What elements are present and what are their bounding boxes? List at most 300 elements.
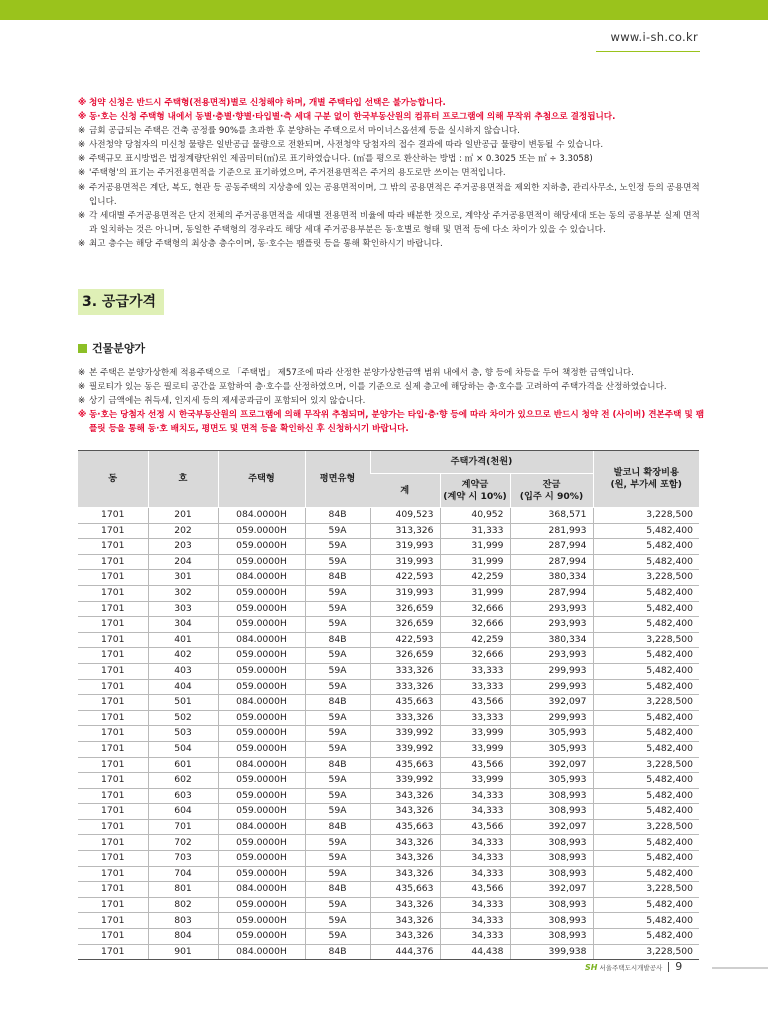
table-row	[78, 741, 699, 757]
cell-balance: 293,993	[510, 617, 593, 633]
cell-deposit: 34,333	[440, 866, 510, 882]
header-area-type: 평면유형	[305, 451, 370, 508]
note-item: ※ 동·호는 당첨자 선정 시 한국부동산원의 프로그램에 의해 무작위 추첨되며, 분양가는 타입·층·향 등에 따라 차이가 있으므로 반드시 청약 전 (사이버) 견본주택 및 팸플릿 등을 통해 동·호 배치도, 평면도 및 면적 등을 확인하신 후 신청하시기 바랍니다.	[78, 408, 708, 436]
cell-balance: 293,993	[510, 648, 593, 664]
cell-total: 326,659	[370, 648, 440, 664]
cell-area-type: 84B	[305, 757, 370, 773]
note-item: ※ 청약 신청은 반드시 주택형(전용면적)별로 신청해야 하며, 개별 주택타입 선택은 불가능합니다.	[78, 96, 704, 110]
cell-total: 343,326	[370, 929, 440, 945]
cell-total: 343,326	[370, 913, 440, 929]
cell-dong: 1701	[78, 726, 148, 742]
header-deposit: 계약금 (계약 시 10%)	[440, 474, 510, 508]
cell-deposit: 33,333	[440, 679, 510, 695]
cell-dong: 1701	[78, 523, 148, 539]
price-table	[78, 450, 699, 960]
cell-dong: 1701	[78, 601, 148, 617]
cell-area-type: 59A	[305, 710, 370, 726]
cell-area-type: 59A	[305, 804, 370, 820]
note-item: ※ 사전청약 당첨자의 미신청 물량은 일반공급 물량으로 전환되며, 사전청약 당첨자의 접수 결과에 따라 일반공급 물량이 변동될 수 있습니다.	[78, 138, 704, 152]
cell-balcony: 5,482,400	[593, 554, 699, 570]
cell-type: 084.0000H	[218, 695, 305, 711]
cell-deposit: 43,566	[440, 757, 510, 773]
cell-ho: 403	[148, 663, 218, 679]
header-type: 주택형	[218, 451, 305, 508]
cell-balance: 308,993	[510, 851, 593, 867]
cell-area-type: 84B	[305, 695, 370, 711]
table-row	[78, 585, 699, 601]
cell-type: 059.0000H	[218, 539, 305, 555]
cell-balance: 305,993	[510, 726, 593, 742]
cell-deposit: 34,333	[440, 913, 510, 929]
cell-balance: 368,571	[510, 508, 593, 524]
cell-area-type: 59A	[305, 741, 370, 757]
cell-deposit: 42,259	[440, 632, 510, 648]
cell-area-type: 59A	[305, 773, 370, 789]
cell-balance: 305,993	[510, 741, 593, 757]
cell-deposit: 43,566	[440, 695, 510, 711]
cell-area-type: 84B	[305, 570, 370, 586]
cell-ho: 502	[148, 710, 218, 726]
table-row	[78, 897, 699, 913]
footer-org: 서울주택도시개발공사	[599, 964, 663, 972]
cell-balance: 392,097	[510, 882, 593, 898]
cell-type: 059.0000H	[218, 804, 305, 820]
cell-area-type: 59A	[305, 679, 370, 695]
cell-type: 059.0000H	[218, 663, 305, 679]
note-item: ※ 필로티가 있는 동은 필로티 공간을 포함하여 층·호수를 산정하였으며, 이를 기준으로 실제 층고에 해당하는 층·호수를 고려하여 주택가격을 산정하였습니다.	[78, 380, 708, 394]
cell-ho: 603	[148, 788, 218, 804]
cell-balcony: 3,228,500	[593, 695, 699, 711]
cell-area-type: 59A	[305, 788, 370, 804]
cell-total: 343,326	[370, 851, 440, 867]
cell-total: 435,663	[370, 695, 440, 711]
cell-balcony: 5,482,400	[593, 866, 699, 882]
cell-deposit: 43,566	[440, 819, 510, 835]
cell-balance: 308,993	[510, 866, 593, 882]
subsection-title	[78, 340, 145, 356]
cell-total: 343,326	[370, 897, 440, 913]
cell-total: 333,326	[370, 663, 440, 679]
cell-ho: 801	[148, 882, 218, 898]
cell-balance: 287,994	[510, 585, 593, 601]
cell-type: 059.0000H	[218, 773, 305, 789]
cell-balance: 308,993	[510, 897, 593, 913]
cell-deposit: 32,666	[440, 617, 510, 633]
cell-ho: 401	[148, 632, 218, 648]
cell-dong: 1701	[78, 851, 148, 867]
cell-dong: 1701	[78, 866, 148, 882]
cell-ho: 901	[148, 944, 218, 960]
cell-balcony: 5,482,400	[593, 897, 699, 913]
header-total: 계	[370, 474, 440, 508]
table-row	[78, 835, 699, 851]
cell-deposit: 33,999	[440, 741, 510, 757]
cell-balcony: 5,482,400	[593, 741, 699, 757]
footer	[585, 960, 682, 973]
cell-balance: 380,334	[510, 632, 593, 648]
cell-balcony: 5,482,400	[593, 835, 699, 851]
cell-ho: 204	[148, 554, 218, 570]
cell-type: 059.0000H	[218, 788, 305, 804]
cell-ho: 804	[148, 929, 218, 945]
cell-type: 059.0000H	[218, 835, 305, 851]
table-row	[78, 804, 699, 820]
table-row	[78, 866, 699, 882]
cell-area-type: 84B	[305, 632, 370, 648]
cell-balcony: 3,228,500	[593, 819, 699, 835]
cell-type: 059.0000H	[218, 726, 305, 742]
cell-type: 059.0000H	[218, 554, 305, 570]
cell-ho: 702	[148, 835, 218, 851]
cell-area-type: 59A	[305, 929, 370, 945]
note-item: ※ '주택형'의 표기는 주거전용면적을 기준으로 표기하였으며, 주거전용면적은 주거의 용도로만 쓰이는 면적입니다.	[78, 166, 704, 180]
cell-balance: 380,334	[510, 570, 593, 586]
cell-total: 339,992	[370, 726, 440, 742]
cell-balcony: 3,228,500	[593, 757, 699, 773]
cell-balcony: 5,482,400	[593, 523, 699, 539]
cell-balcony: 5,482,400	[593, 788, 699, 804]
cell-dong: 1701	[78, 773, 148, 789]
cell-area-type: 59A	[305, 523, 370, 539]
cell-dong: 1701	[78, 585, 148, 601]
cell-balcony: 5,482,400	[593, 726, 699, 742]
cell-dong: 1701	[78, 539, 148, 555]
table-row	[78, 726, 699, 742]
cell-area-type: 59A	[305, 897, 370, 913]
table-row	[78, 508, 699, 524]
cell-balcony: 5,482,400	[593, 913, 699, 929]
cell-total: 313,326	[370, 523, 440, 539]
cell-dong: 1701	[78, 663, 148, 679]
cell-balcony: 5,482,400	[593, 929, 699, 945]
cell-balcony: 5,482,400	[593, 663, 699, 679]
table-row	[78, 929, 699, 945]
notes-price	[78, 366, 708, 436]
cell-dong: 1701	[78, 695, 148, 711]
section-title: 3. 공급가격	[78, 289, 164, 315]
cell-area-type: 59A	[305, 866, 370, 882]
table-row	[78, 648, 699, 664]
table-row	[78, 773, 699, 789]
cell-ho: 303	[148, 601, 218, 617]
cell-deposit: 34,333	[440, 929, 510, 945]
cell-dong: 1701	[78, 508, 148, 524]
cell-ho: 803	[148, 913, 218, 929]
square-bullet-icon	[78, 344, 87, 353]
cell-total: 343,326	[370, 835, 440, 851]
cell-type: 059.0000H	[218, 617, 305, 633]
cell-type: 059.0000H	[218, 601, 305, 617]
header-balance: 잔금 (입주 시 90%)	[510, 474, 593, 508]
cell-type: 059.0000H	[218, 851, 305, 867]
cell-dong: 1701	[78, 554, 148, 570]
cell-area-type: 84B	[305, 819, 370, 835]
cell-dong: 1701	[78, 617, 148, 633]
table-row	[78, 757, 699, 773]
cell-ho: 301	[148, 570, 218, 586]
cell-ho: 203	[148, 539, 218, 555]
cell-area-type: 59A	[305, 663, 370, 679]
cell-total: 409,523	[370, 508, 440, 524]
cell-balance: 299,993	[510, 710, 593, 726]
cell-balcony: 3,228,500	[593, 570, 699, 586]
note-item: ※ 본 주택은 분양가상한제 적용주택으로 「주택법」 제57조에 따라 산정한 분양가상한금액 범위 내에서 층, 향 등에 차등을 두어 책정한 금액입니다.	[78, 366, 708, 380]
cell-area-type: 59A	[305, 726, 370, 742]
note-item: ※ 주택규모 표시방법은 법정계량단위인 제곱미터(㎡)로 표기하였습니다. (㎡를 평으로 환산하는 방법 : ㎡ × 0.3025 또는 ㎡ ÷ 3.3058)	[78, 152, 704, 166]
cell-total: 435,663	[370, 882, 440, 898]
cell-deposit: 34,333	[440, 897, 510, 913]
header-balcony: 발코니 확장비용 (원, 부가세 포함)	[593, 451, 699, 508]
cell-balance: 308,993	[510, 913, 593, 929]
sh-logo-icon: SH	[585, 963, 598, 972]
cell-area-type: 84B	[305, 944, 370, 960]
note-item: ※ 주거공용면적은 계단, 복도, 현관 등 공동주택의 지상층에 있는 공용면적이며, 그 밖의 공용면적은 주거공용면적을 제외한 지하층, 관리사무소, 노인정 등의 공용면적입니다.	[78, 181, 704, 209]
cell-balcony: 3,228,500	[593, 508, 699, 524]
cell-balance: 305,993	[510, 773, 593, 789]
cell-total: 326,659	[370, 601, 440, 617]
cell-type: 084.0000H	[218, 882, 305, 898]
cell-deposit: 44,438	[440, 944, 510, 960]
cell-ho: 201	[148, 508, 218, 524]
cell-ho: 402	[148, 648, 218, 664]
table-row	[78, 523, 699, 539]
cell-total: 339,992	[370, 773, 440, 789]
cell-deposit: 32,666	[440, 601, 510, 617]
table-row	[78, 695, 699, 711]
cell-ho: 602	[148, 773, 218, 789]
table-row	[78, 944, 699, 960]
cell-balance: 392,097	[510, 819, 593, 835]
cell-dong: 1701	[78, 757, 148, 773]
cell-deposit: 34,333	[440, 804, 510, 820]
cell-type: 084.0000H	[218, 944, 305, 960]
cell-balance: 293,993	[510, 601, 593, 617]
cell-balcony: 5,482,400	[593, 648, 699, 664]
table-row	[78, 819, 699, 835]
cell-balcony: 5,482,400	[593, 679, 699, 695]
cell-deposit: 33,999	[440, 726, 510, 742]
table-row	[78, 617, 699, 633]
table-row	[78, 710, 699, 726]
cell-balcony: 5,482,400	[593, 585, 699, 601]
table-row	[78, 663, 699, 679]
cell-total: 319,993	[370, 585, 440, 601]
cell-balance: 308,993	[510, 788, 593, 804]
cell-balance: 308,993	[510, 804, 593, 820]
note-item: ※ 최고 층수는 해당 주택형의 최상층 층수이며, 동·호수는 팸플릿 등을 통해 확인하시기 바랍니다.	[78, 237, 704, 251]
table-row	[78, 570, 699, 586]
cell-deposit: 34,333	[440, 835, 510, 851]
cell-dong: 1701	[78, 929, 148, 945]
cell-area-type: 59A	[305, 851, 370, 867]
cell-total: 422,593	[370, 632, 440, 648]
cell-dong: 1701	[78, 788, 148, 804]
cell-dong: 1701	[78, 897, 148, 913]
cell-ho: 601	[148, 757, 218, 773]
cell-ho: 504	[148, 741, 218, 757]
top-accent-bar	[0, 0, 768, 20]
cell-type: 084.0000H	[218, 757, 305, 773]
cell-type: 059.0000H	[218, 648, 305, 664]
cell-dong: 1701	[78, 632, 148, 648]
cell-dong: 1701	[78, 804, 148, 820]
cell-total: 333,326	[370, 679, 440, 695]
cell-balance: 287,994	[510, 554, 593, 570]
cell-total: 435,663	[370, 757, 440, 773]
cell-type: 059.0000H	[218, 897, 305, 913]
cell-balcony: 3,228,500	[593, 944, 699, 960]
cell-balcony: 5,482,400	[593, 851, 699, 867]
cell-area-type: 59A	[305, 601, 370, 617]
cell-type: 059.0000H	[218, 741, 305, 757]
cell-ho: 604	[148, 804, 218, 820]
cell-area-type: 59A	[305, 554, 370, 570]
cell-balance: 399,938	[510, 944, 593, 960]
cell-balcony: 5,482,400	[593, 617, 699, 633]
cell-total: 343,326	[370, 866, 440, 882]
cell-type: 059.0000H	[218, 710, 305, 726]
table-row	[78, 632, 699, 648]
cell-area-type: 59A	[305, 913, 370, 929]
cell-area-type: 59A	[305, 617, 370, 633]
cell-balance: 392,097	[510, 757, 593, 773]
cell-ho: 302	[148, 585, 218, 601]
table-row	[78, 679, 699, 695]
cell-ho: 703	[148, 851, 218, 867]
cell-balcony: 3,228,500	[593, 882, 699, 898]
cell-ho: 304	[148, 617, 218, 633]
table-row	[78, 913, 699, 929]
cell-dong: 1701	[78, 648, 148, 664]
cell-total: 333,326	[370, 710, 440, 726]
cell-area-type: 59A	[305, 648, 370, 664]
cell-deposit: 42,259	[440, 570, 510, 586]
cell-balcony: 3,228,500	[593, 632, 699, 648]
cell-total: 444,376	[370, 944, 440, 960]
cell-ho: 701	[148, 819, 218, 835]
page-number: 9	[675, 960, 683, 973]
price-table-body	[78, 508, 699, 960]
cell-balance: 299,993	[510, 679, 593, 695]
note-item: ※ 동·호는 신청 주택형 내에서 동별·층별·향별·타입별·측 세대 구분 없이 한국부동산원의 컴퓨터 프로그램에 의해 무작위 추첨으로 결정됩니다.	[78, 110, 704, 124]
url-underline	[596, 51, 700, 52]
cell-deposit: 40,952	[440, 508, 510, 524]
cell-ho: 202	[148, 523, 218, 539]
footer-divider	[668, 962, 669, 972]
header-ho: 호	[148, 451, 218, 508]
cell-area-type: 84B	[305, 508, 370, 524]
cell-balcony: 5,482,400	[593, 601, 699, 617]
cell-deposit: 43,566	[440, 882, 510, 898]
cell-ho: 404	[148, 679, 218, 695]
cell-type: 059.0000H	[218, 585, 305, 601]
cell-balcony: 5,482,400	[593, 804, 699, 820]
note-item: ※ 각 세대별 주거공용면적은 단지 전체의 주거공용면적을 세대별 전용면적 비율에 따라 배분한 것으로, 계약상 주거공용면적이 해당세대 또는 동의 공용부분 실제 면적과 일치하는 것은 아니며, 동일한 주택형의 경우라도 해당 세대 주거공용부분은 동·호별로 형태 및 면적 등에 다소 차이가 있을 수 있습니다.	[78, 209, 704, 237]
table-row	[78, 601, 699, 617]
cell-dong: 1701	[78, 944, 148, 960]
table-row	[78, 788, 699, 804]
note-item: ※ 금회 공급되는 주택은 건축 공정률 90%를 초과한 후 분양하는 주택으로서 마이너스옵션제 등을 실시하지 않습니다.	[78, 124, 704, 138]
header-price-group: 주택가격(천원)	[370, 451, 593, 474]
table-row	[78, 851, 699, 867]
notes-top	[78, 96, 704, 251]
cell-area-type: 59A	[305, 585, 370, 601]
cell-balance: 299,993	[510, 663, 593, 679]
cell-area-type: 84B	[305, 882, 370, 898]
cell-total: 339,992	[370, 741, 440, 757]
cell-dong: 1701	[78, 835, 148, 851]
header-dong: 동	[78, 451, 148, 508]
cell-deposit: 31,999	[440, 585, 510, 601]
cell-type: 084.0000H	[218, 570, 305, 586]
cell-ho: 802	[148, 897, 218, 913]
cell-balcony: 5,482,400	[593, 539, 699, 555]
table-row	[78, 539, 699, 555]
cell-deposit: 34,333	[440, 851, 510, 867]
cell-balcony: 5,482,400	[593, 773, 699, 789]
footer-rule	[712, 967, 768, 969]
cell-type: 084.0000H	[218, 632, 305, 648]
cell-balance: 281,993	[510, 523, 593, 539]
cell-area-type: 59A	[305, 835, 370, 851]
cell-balcony: 5,482,400	[593, 710, 699, 726]
cell-dong: 1701	[78, 882, 148, 898]
cell-dong: 1701	[78, 679, 148, 695]
table-row	[78, 882, 699, 898]
cell-deposit: 33,333	[440, 710, 510, 726]
cell-type: 059.0000H	[218, 913, 305, 929]
cell-deposit: 32,666	[440, 648, 510, 664]
table-row	[78, 554, 699, 570]
cell-total: 319,993	[370, 539, 440, 555]
cell-deposit: 31,999	[440, 554, 510, 570]
cell-type: 059.0000H	[218, 679, 305, 695]
cell-ho: 503	[148, 726, 218, 742]
cell-ho: 501	[148, 695, 218, 711]
cell-total: 343,326	[370, 804, 440, 820]
cell-dong: 1701	[78, 710, 148, 726]
cell-ho: 704	[148, 866, 218, 882]
cell-deposit: 31,999	[440, 539, 510, 555]
cell-type: 059.0000H	[218, 523, 305, 539]
cell-type: 059.0000H	[218, 929, 305, 945]
cell-type: 059.0000H	[218, 866, 305, 882]
subsection-title-text: 건물분양가	[92, 342, 146, 355]
cell-dong: 1701	[78, 913, 148, 929]
cell-deposit: 33,333	[440, 663, 510, 679]
cell-balance: 392,097	[510, 695, 593, 711]
cell-deposit: 34,333	[440, 788, 510, 804]
cell-total: 435,663	[370, 819, 440, 835]
cell-total: 326,659	[370, 617, 440, 633]
cell-total: 422,593	[370, 570, 440, 586]
cell-dong: 1701	[78, 741, 148, 757]
cell-deposit: 33,999	[440, 773, 510, 789]
cell-dong: 1701	[78, 819, 148, 835]
cell-deposit: 31,333	[440, 523, 510, 539]
cell-balance: 308,993	[510, 835, 593, 851]
cell-area-type: 59A	[305, 539, 370, 555]
cell-balance: 308,993	[510, 929, 593, 945]
note-item: ※ 상기 금액에는 취득세, 인지세 등의 제세공과금이 포함되어 있지 않습니다.	[78, 394, 708, 408]
cell-total: 343,326	[370, 788, 440, 804]
website-url[interactable]: www.i-sh.co.kr	[610, 30, 698, 44]
cell-total: 319,993	[370, 554, 440, 570]
cell-balance: 287,994	[510, 539, 593, 555]
cell-type: 084.0000H	[218, 819, 305, 835]
cell-dong: 1701	[78, 570, 148, 586]
cell-type: 084.0000H	[218, 508, 305, 524]
